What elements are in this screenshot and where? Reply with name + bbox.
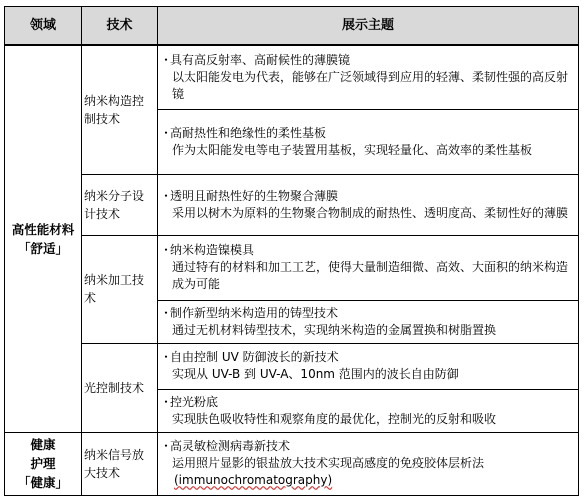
domain-performance-tag: 「舒适」 [17, 240, 68, 256]
bullet-icon: ・ [160, 189, 173, 203]
header-domain: 领域 [5, 7, 82, 45]
theme-desc: 实现从 UV-B 到 UV-A、10nm 范围内的波长自由防御 [172, 367, 459, 382]
bullet-icon: ・ [160, 350, 173, 365]
theme-item [158, 110, 579, 175]
table-row [5, 343, 579, 390]
theme-title: 透明且耐热性好的生物聚合薄膜 [170, 189, 339, 203]
theme-desc: 实现肤色吸收特性和观察角度的最优化，控制光的反射和吸收 [172, 412, 497, 427]
theme-title: 制作新型纳米构造用的铸型技术 [170, 305, 339, 320]
theme-title: 纳米构造镍模具 [170, 243, 255, 258]
theme-desc: 运用照片显影的银盐放大技术实现高感度的免疫胶体层析法 [172, 456, 485, 471]
domain-health-tag: 「健康」 [17, 475, 68, 491]
table-row [5, 175, 579, 236]
theme-desc: 作为太阳能发电等电子装置用基板，实现轻量化、高效率的柔性基板 [172, 143, 533, 158]
domain-performance [5, 45, 82, 433]
bullet-icon: ・ [160, 439, 173, 454]
table-row [5, 235, 579, 300]
bullet-icon: ・ [160, 52, 173, 67]
theme-item [158, 432, 579, 495]
bullet-icon: ・ [160, 395, 173, 410]
header-tech: 技术 [82, 7, 158, 45]
theme-title: 高耐热性和绝缘性的柔性基板 [170, 126, 327, 141]
header-theme: 展示主题 [158, 7, 579, 45]
theme-desc-english: (immunochromatography) [174, 473, 333, 488]
theme-title: 高灵敏检测病毒新技术 [170, 439, 291, 454]
theme-item [158, 45, 579, 110]
theme-title: 控光粉底 [170, 395, 219, 410]
domain-health [5, 432, 82, 495]
bullet-icon: ・ [160, 305, 173, 320]
domain-performance-name: 高性能材料 [11, 221, 75, 237]
domain-health-line2: 护理 [30, 456, 56, 472]
theme-desc: 通过无机材料铸型技术，实现纳米构造的金属置换和树脂置换 [172, 322, 497, 337]
theme-item [158, 235, 579, 300]
theme-desc: 以太阳能发电为代表，能够在广泛领域得到应用的轻薄、柔韧性强的高反射镜 [172, 69, 569, 101]
theme-desc: 通过特有的材料和加工工艺，使得大量制造细微、高效、大面积的纳米构造成为可能 [172, 260, 569, 292]
theme-item [158, 343, 579, 390]
theme-title: 具有高反射率、高耐候性的薄膜镜 [170, 52, 351, 67]
bullet-icon: ・ [160, 243, 173, 258]
table-row [5, 432, 579, 495]
header-row [5, 7, 579, 45]
bullet-icon: ・ [160, 126, 173, 141]
tech-nano-processing: 纳米加工技术 [82, 235, 158, 343]
exhibition-theme-table [4, 6, 579, 496]
tech-light-control: 光控制技术 [82, 343, 158, 432]
tech-nano-signal: 纳米信号放大技术 [82, 432, 158, 495]
theme-desc: 采用以树木为原料的生物聚合物制成的耐热性、透明度高、柔韧性好的薄膜 [172, 206, 569, 220]
tech-nano-molecule: 纳米分子设计技术 [82, 175, 158, 236]
domain-health-line1: 健康 [30, 437, 56, 453]
table-row [5, 45, 579, 110]
tech-nano-structure: 纳米构造控制技术 [82, 45, 158, 175]
theme-title: 自由控制 UV 防御波长的新技术 [170, 350, 339, 365]
theme-item [158, 300, 579, 343]
theme-item [158, 390, 579, 433]
theme-item [158, 175, 579, 236]
